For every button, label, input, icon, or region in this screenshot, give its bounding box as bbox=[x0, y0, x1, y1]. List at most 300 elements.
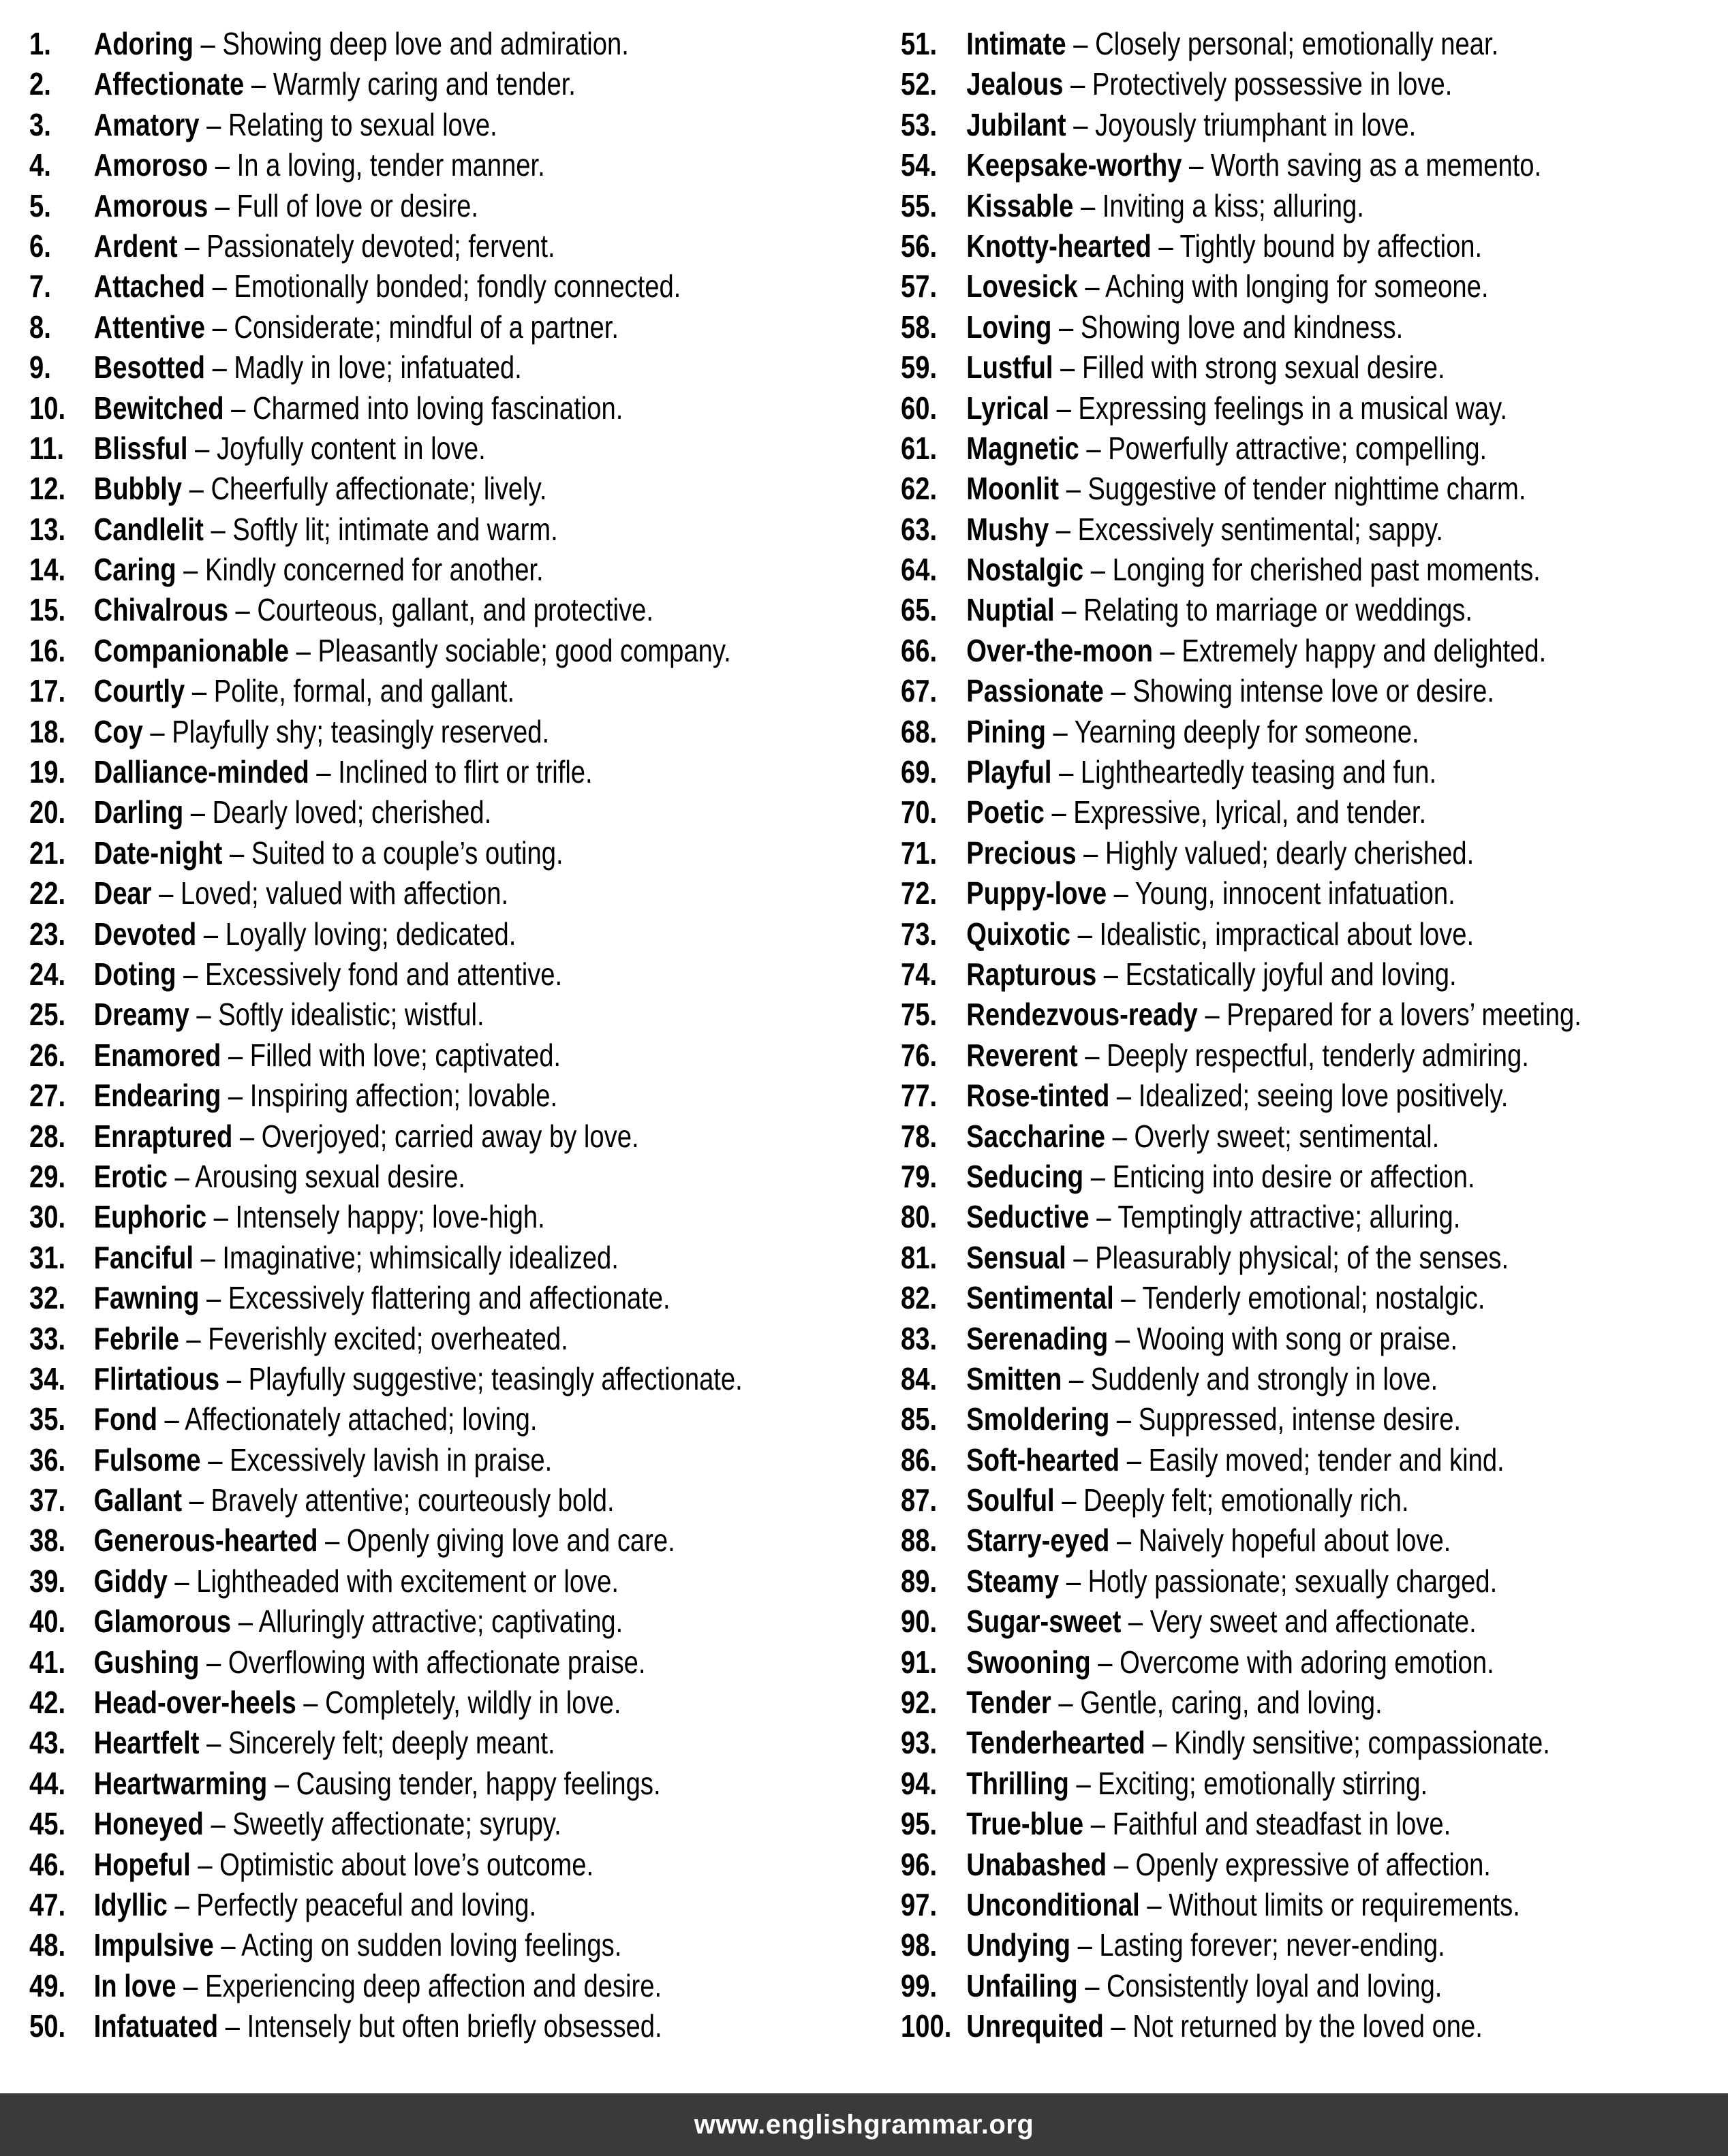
item-number: 55. bbox=[901, 187, 938, 223]
item-word: Affectionate bbox=[93, 66, 245, 102]
list-item bbox=[29, 1278, 903, 1318]
item-definition: – Charmed into loving fascination. bbox=[223, 390, 623, 426]
item-word: Idyllic bbox=[93, 1886, 168, 1922]
item-number: 26. bbox=[29, 1037, 66, 1073]
item-definition: – Kindly sensitive; compassionate. bbox=[1145, 1725, 1550, 1761]
item-word: Lustful bbox=[966, 349, 1053, 386]
item-number: 87. bbox=[901, 1482, 938, 1518]
item-number: 59. bbox=[901, 349, 938, 386]
item-number: 78. bbox=[901, 1118, 938, 1154]
item-word: Gushing bbox=[93, 1644, 200, 1680]
item-word: Fulsome bbox=[93, 1441, 201, 1478]
item-number: 60. bbox=[901, 390, 938, 426]
list-item bbox=[901, 1197, 1728, 1237]
item-number: 14. bbox=[29, 552, 66, 588]
item-definition: – Inspiring affection; lovable. bbox=[221, 1078, 558, 1114]
item-definition: – Overflowing with affectionate praise. bbox=[199, 1644, 646, 1680]
item-number: 8. bbox=[29, 309, 51, 345]
item-number: 33. bbox=[29, 1320, 66, 1356]
item-number: 76. bbox=[901, 1037, 938, 1073]
item-word: Rapturous bbox=[966, 956, 1097, 992]
item-number: 96. bbox=[901, 1846, 938, 1882]
item-word: Passionate bbox=[966, 673, 1104, 709]
item-definition: – Tightly bound by affection. bbox=[1151, 228, 1483, 264]
list-item bbox=[901, 24, 1728, 64]
item-number: 83. bbox=[901, 1320, 938, 1356]
item-definition: – Cheerfully affectionate; lively. bbox=[182, 471, 547, 507]
item-number: 32. bbox=[29, 1280, 66, 1316]
item-number: 41. bbox=[29, 1644, 66, 1680]
item-word: Knotty-hearted bbox=[966, 228, 1152, 264]
item-word: Swooning bbox=[966, 1644, 1091, 1680]
item-definition: – Feverishly excited; overheated. bbox=[179, 1320, 568, 1356]
list-item bbox=[901, 1723, 1728, 1763]
list-item bbox=[901, 1764, 1728, 1804]
item-number: 21. bbox=[29, 834, 66, 871]
list-item bbox=[29, 1238, 903, 1278]
item-number: 44. bbox=[29, 1765, 66, 1801]
item-word: Gallant bbox=[93, 1482, 183, 1518]
item-word: Generous-hearted bbox=[93, 1522, 318, 1559]
item-word: Enraptured bbox=[93, 1118, 233, 1154]
item-word: Companionable bbox=[93, 632, 289, 668]
item-number: 48. bbox=[29, 1927, 66, 1963]
item-definition: – Showing intense love or desire. bbox=[1103, 673, 1494, 709]
list-item bbox=[29, 1035, 903, 1076]
item-word: Poetic bbox=[966, 794, 1045, 830]
list-item bbox=[29, 1925, 903, 1965]
item-number: 54. bbox=[901, 147, 938, 183]
item-word: Rose-tinted bbox=[966, 1078, 1110, 1114]
item-number: 62. bbox=[901, 471, 938, 507]
list-item bbox=[29, 752, 903, 792]
item-word: Besotted bbox=[93, 349, 205, 386]
item-word: Kissable bbox=[966, 187, 1074, 223]
list-item bbox=[29, 1966, 903, 2006]
item-definition: – Extremely happy and delighted. bbox=[1152, 632, 1547, 668]
footer-bar bbox=[0, 2093, 1728, 2156]
item-number: 66. bbox=[901, 632, 938, 668]
list-item bbox=[29, 1157, 903, 1197]
item-number: 84. bbox=[901, 1360, 938, 1396]
item-word: Sugar-sweet bbox=[966, 1604, 1122, 1640]
list-item bbox=[29, 24, 903, 64]
item-word: Smoldering bbox=[966, 1401, 1110, 1437]
item-word: Amatory bbox=[93, 106, 200, 142]
list-item bbox=[29, 1520, 903, 1561]
item-number: 65. bbox=[901, 592, 938, 628]
item-definition: – Softly idealistic; wistful. bbox=[189, 997, 484, 1033]
item-definition: – Aching with longing for someone. bbox=[1077, 268, 1489, 304]
item-definition: – Idealistic, impractical about love. bbox=[1070, 916, 1475, 952]
item-word: Sensual bbox=[966, 1239, 1066, 1275]
item-definition: – Kindly concerned for another. bbox=[176, 552, 544, 588]
item-definition: – Highly valued; dearly cherished. bbox=[1076, 834, 1475, 871]
item-word: Seducing bbox=[966, 1158, 1084, 1194]
list-item bbox=[29, 1319, 903, 1359]
item-number: 23. bbox=[29, 916, 66, 952]
item-number: 86. bbox=[901, 1441, 938, 1478]
item-word: Hopeful bbox=[93, 1846, 191, 1882]
list-item bbox=[901, 712, 1728, 752]
item-number: 82. bbox=[901, 1280, 938, 1316]
item-definition: – Affectionately attached; loving. bbox=[157, 1401, 538, 1437]
item-number: 1. bbox=[29, 26, 51, 61]
list-item bbox=[901, 1925, 1728, 1965]
item-word: Candlelit bbox=[93, 511, 204, 547]
item-number: 49. bbox=[29, 1967, 66, 2003]
item-number: 7. bbox=[29, 268, 51, 304]
list-item bbox=[901, 64, 1728, 104]
item-word: Endearing bbox=[93, 1078, 221, 1114]
item-definition: – Overcome with adoring emotion. bbox=[1090, 1644, 1494, 1680]
item-number: 68. bbox=[901, 713, 938, 749]
item-word: Devoted bbox=[93, 916, 197, 952]
item-number: 91. bbox=[901, 1644, 938, 1680]
item-word: Unabashed bbox=[966, 1846, 1107, 1882]
item-number: 95. bbox=[901, 1806, 938, 1842]
list-item bbox=[29, 1804, 903, 1844]
list-item bbox=[901, 1966, 1728, 2006]
list-item bbox=[29, 631, 903, 671]
item-definition: – Suddenly and strongly in love. bbox=[1062, 1360, 1438, 1396]
item-word: Fond bbox=[93, 1401, 157, 1437]
item-number: 67. bbox=[901, 673, 938, 709]
item-definition: – Overly sweet; sentimental. bbox=[1105, 1118, 1440, 1154]
item-definition: – Perfectly peaceful and loving. bbox=[167, 1886, 537, 1922]
item-word: Chivalrous bbox=[93, 592, 228, 628]
item-word: Moonlit bbox=[966, 471, 1059, 507]
item-definition: – Sincerely felt; deeply meant. bbox=[199, 1725, 555, 1761]
item-definition: – Alluringly attractive; captivating. bbox=[231, 1604, 623, 1640]
list-item bbox=[29, 1602, 903, 1642]
item-definition: – Relating to sexual love. bbox=[199, 106, 497, 142]
item-word: Mushy bbox=[966, 511, 1049, 547]
item-word: Precious bbox=[966, 834, 1077, 871]
item-definition: – Filled with love; captivated. bbox=[221, 1037, 561, 1073]
list-item bbox=[901, 1480, 1728, 1520]
list-item bbox=[29, 712, 903, 752]
list-item bbox=[901, 347, 1728, 388]
item-number: 5. bbox=[29, 187, 51, 223]
item-word: Lovesick bbox=[966, 268, 1078, 304]
item-word: Starry-eyed bbox=[966, 1522, 1110, 1559]
list-item bbox=[29, 1440, 903, 1480]
item-number: 24. bbox=[29, 956, 66, 992]
item-word: Thrilling bbox=[966, 1765, 1069, 1801]
list-item bbox=[901, 1076, 1728, 1116]
list-item bbox=[901, 995, 1728, 1035]
item-number: 75. bbox=[901, 997, 938, 1033]
item-number: 88. bbox=[901, 1522, 938, 1559]
item-word: Jealous bbox=[966, 66, 1064, 102]
item-word: Tenderhearted bbox=[966, 1725, 1145, 1761]
item-definition: – Playfully shy; teasingly reserved. bbox=[142, 713, 550, 749]
item-number: 42. bbox=[29, 1685, 66, 1721]
item-number: 80. bbox=[901, 1199, 938, 1235]
item-definition: – Inviting a kiss; alluring. bbox=[1073, 187, 1364, 223]
item-definition: – Playfully suggestive; teasingly affectionate. bbox=[219, 1360, 743, 1396]
item-number: 30. bbox=[29, 1199, 66, 1235]
list-item bbox=[29, 266, 903, 307]
item-definition: – Pleasurably physical; of the senses. bbox=[1066, 1239, 1509, 1275]
item-word: Darling bbox=[93, 794, 184, 830]
item-definition: – Lasting forever; never-ending. bbox=[1070, 1927, 1445, 1963]
item-number: 40. bbox=[29, 1604, 66, 1640]
item-definition: – Relating to marriage or weddings. bbox=[1054, 592, 1473, 628]
item-number: 100. bbox=[901, 2008, 952, 2044]
list-item bbox=[901, 469, 1728, 509]
item-word: Puppy-love bbox=[966, 875, 1107, 911]
item-definition: – Expressing feelings in a musical way. bbox=[1049, 390, 1507, 426]
list-item bbox=[29, 226, 903, 266]
item-word: Undying bbox=[966, 1927, 1070, 1963]
item-word: Enamored bbox=[93, 1037, 221, 1073]
item-number: 77. bbox=[901, 1078, 938, 1114]
item-word: Unfailing bbox=[966, 1967, 1078, 2003]
item-definition: – Considerate; mindful of a partner. bbox=[204, 309, 619, 345]
item-definition: – Excessively fond and attentive. bbox=[176, 956, 563, 992]
item-definition: – Lightheaded with excitement or love. bbox=[167, 1563, 619, 1599]
item-definition: – Enticing into desire or affection. bbox=[1083, 1158, 1475, 1194]
item-definition: – Inclined to flirt or trifle. bbox=[309, 754, 593, 790]
list-item bbox=[901, 145, 1728, 185]
item-word: Attached bbox=[93, 268, 205, 304]
item-number: 10. bbox=[29, 390, 66, 426]
list-item bbox=[901, 873, 1728, 913]
item-word: Loving bbox=[966, 309, 1052, 345]
list-item bbox=[901, 752, 1728, 792]
item-number: 38. bbox=[29, 1522, 66, 1559]
list-item bbox=[901, 1561, 1728, 1602]
list-item bbox=[29, 1845, 903, 1885]
list-item bbox=[901, 1157, 1728, 1197]
item-number: 51. bbox=[901, 26, 938, 61]
item-definition: – Optimistic about love’s outcome. bbox=[190, 1846, 594, 1882]
list-item bbox=[901, 105, 1728, 145]
list-item bbox=[901, 1238, 1728, 1278]
list-item bbox=[901, 1359, 1728, 1399]
item-word: Caring bbox=[93, 552, 176, 588]
item-definition: – Showing love and kindness. bbox=[1051, 309, 1404, 345]
item-number: 31. bbox=[29, 1239, 66, 1275]
item-definition: – Intensely happy; love-high. bbox=[206, 1199, 545, 1235]
item-number: 81. bbox=[901, 1239, 938, 1275]
list-item bbox=[901, 307, 1728, 347]
item-number: 22. bbox=[29, 875, 66, 911]
list-item bbox=[29, 1723, 903, 1763]
item-number: 94. bbox=[901, 1765, 938, 1801]
list-item bbox=[901, 1035, 1728, 1076]
item-number: 85. bbox=[901, 1401, 938, 1437]
item-definition: – Excessively flattering and affectionate. bbox=[199, 1280, 670, 1316]
item-word: Courtly bbox=[93, 673, 185, 709]
item-definition: – Suited to a couple’s outing. bbox=[222, 834, 564, 871]
item-word: Soft-hearted bbox=[966, 1441, 1120, 1478]
item-number: 19. bbox=[29, 754, 66, 790]
list-item bbox=[901, 428, 1728, 469]
list-item bbox=[901, 914, 1728, 954]
item-word: Jubilant bbox=[966, 106, 1066, 142]
list-item bbox=[29, 833, 903, 873]
item-number: 18. bbox=[29, 713, 66, 749]
item-word: Febrile bbox=[93, 1320, 179, 1356]
list-item bbox=[29, 792, 903, 832]
item-definition: – Expressive, lyrical, and tender. bbox=[1044, 794, 1427, 830]
item-number: 27. bbox=[29, 1078, 66, 1114]
item-number: 89. bbox=[901, 1563, 938, 1599]
list-item bbox=[29, 1399, 903, 1439]
item-definition: – Madly in love; infatuated. bbox=[204, 349, 522, 386]
list-item bbox=[29, 954, 903, 995]
item-definition: – Deeply felt; emotionally rich. bbox=[1054, 1482, 1409, 1518]
item-word: Magnetic bbox=[966, 430, 1079, 466]
list-item bbox=[901, 1683, 1728, 1723]
item-word: Amorous bbox=[93, 187, 209, 223]
item-word: Dreamy bbox=[93, 997, 189, 1033]
list-item bbox=[29, 186, 903, 226]
adjective-list-column-left bbox=[29, 24, 903, 2047]
list-item bbox=[29, 1076, 903, 1116]
item-number: 63. bbox=[901, 511, 938, 547]
list-item bbox=[901, 1804, 1728, 1844]
item-definition: – Courteous, gallant, and protective. bbox=[228, 592, 653, 628]
list-item bbox=[29, 347, 903, 388]
list-item bbox=[901, 226, 1728, 266]
item-number: 57. bbox=[901, 268, 938, 304]
item-definition: – Yearning deeply for someone. bbox=[1045, 713, 1419, 749]
list-item bbox=[29, 469, 903, 509]
list-item bbox=[901, 1845, 1728, 1885]
item-number: 12. bbox=[29, 471, 66, 507]
item-word: Giddy bbox=[93, 1563, 168, 1599]
item-number: 97. bbox=[901, 1886, 938, 1922]
item-number: 39. bbox=[29, 1563, 66, 1599]
item-definition: – Joyously triumphant in love. bbox=[1066, 106, 1417, 142]
item-number: 74. bbox=[901, 956, 938, 992]
item-definition: – Consistently loyal and loving. bbox=[1077, 1967, 1442, 2003]
item-definition: – Pleasantly sociable; good company. bbox=[288, 632, 731, 668]
item-definition: – Imaginative; whimsically idealized. bbox=[193, 1239, 619, 1275]
item-definition: – Completely, wildly in love. bbox=[296, 1685, 621, 1721]
list-item bbox=[901, 186, 1728, 226]
item-word: Amoroso bbox=[93, 147, 209, 183]
item-number: 17. bbox=[29, 673, 66, 709]
item-word: Bewitched bbox=[93, 390, 224, 426]
list-item bbox=[901, 1278, 1728, 1318]
list-item bbox=[29, 1885, 903, 1925]
item-word: Lyrical bbox=[966, 390, 1049, 426]
list-item bbox=[29, 1480, 903, 1520]
item-number: 98. bbox=[901, 1927, 938, 1963]
list-item bbox=[901, 671, 1728, 711]
list-item bbox=[901, 1885, 1728, 1925]
footer-url: www.englishgrammar.org bbox=[694, 2110, 1034, 2140]
list-item bbox=[29, 1116, 903, 1157]
item-definition: – Sweetly affectionate; syrupy. bbox=[203, 1806, 561, 1842]
item-definition: – Very sweet and affectionate. bbox=[1121, 1604, 1477, 1640]
list-item bbox=[29, 2006, 903, 2046]
item-definition: – Polite, formal, and gallant. bbox=[185, 673, 515, 709]
item-definition: – Loyally loving; dedicated. bbox=[196, 916, 516, 952]
item-definition: – Young, innocent infatuation. bbox=[1107, 875, 1455, 911]
list-item bbox=[29, 914, 903, 954]
item-number: 37. bbox=[29, 1482, 66, 1518]
list-item bbox=[29, 1359, 903, 1399]
item-word: Nuptial bbox=[966, 592, 1055, 628]
item-number: 69. bbox=[901, 754, 938, 790]
item-word: Over-the-moon bbox=[966, 632, 1153, 668]
item-definition: – Faithful and steadfast in love. bbox=[1083, 1806, 1451, 1842]
list-item bbox=[901, 1319, 1728, 1359]
item-definition: – Excessively lavish in praise. bbox=[200, 1441, 553, 1478]
item-word: Adoring bbox=[93, 26, 194, 61]
item-word: Seductive bbox=[966, 1199, 1090, 1235]
list-item bbox=[29, 1683, 903, 1723]
item-definition: – Openly giving love and care. bbox=[318, 1522, 675, 1559]
item-number: 72. bbox=[901, 875, 938, 911]
item-definition: – Dearly loved; cherished. bbox=[183, 794, 492, 830]
item-number: 79. bbox=[901, 1158, 938, 1194]
list-item bbox=[901, 266, 1728, 307]
item-number: 11. bbox=[29, 430, 64, 466]
list-item bbox=[901, 2006, 1728, 2046]
list-item bbox=[29, 510, 903, 550]
item-definition: – Lightheartedly teasing and fun. bbox=[1051, 754, 1437, 790]
item-word: Sentimental bbox=[966, 1280, 1114, 1316]
item-word: Coy bbox=[93, 713, 143, 749]
item-word: Heartfelt bbox=[93, 1725, 200, 1761]
item-definition: – Full of love or desire. bbox=[208, 187, 479, 223]
item-definition: – Tenderly emotional; nostalgic. bbox=[1113, 1280, 1485, 1316]
list-item bbox=[29, 64, 903, 104]
item-word: Playful bbox=[966, 754, 1052, 790]
item-definition: – Experiencing deep affection and desire. bbox=[176, 1967, 662, 2003]
item-definition: – Joyfully content in love. bbox=[187, 430, 486, 466]
item-number: 13. bbox=[29, 511, 66, 547]
item-number: 64. bbox=[901, 552, 938, 588]
item-definition: – Ecstatically joyful and loving. bbox=[1096, 956, 1457, 992]
item-definition: – Bravely attentive; courteously bold. bbox=[182, 1482, 615, 1518]
list-item bbox=[901, 833, 1728, 873]
item-word: True-blue bbox=[966, 1806, 1084, 1842]
item-word: Unconditional bbox=[966, 1886, 1140, 1922]
item-word: Infatuated bbox=[93, 2008, 219, 2044]
list-item bbox=[29, 1764, 903, 1804]
item-word: Pining bbox=[966, 713, 1046, 749]
item-number: 3. bbox=[29, 106, 51, 142]
item-number: 15. bbox=[29, 592, 66, 628]
item-word: Date-night bbox=[93, 834, 223, 871]
item-number: 4. bbox=[29, 147, 51, 183]
item-number: 73. bbox=[901, 916, 938, 952]
item-definition: – Filled with strong sexual desire. bbox=[1053, 349, 1445, 386]
list-item bbox=[901, 1642, 1728, 1683]
list-item bbox=[901, 388, 1728, 428]
list-item bbox=[901, 1520, 1728, 1561]
item-definition: – Hotly passionate; sexually charged. bbox=[1059, 1563, 1498, 1599]
item-word: Soulful bbox=[966, 1482, 1055, 1518]
item-word: Quixotic bbox=[966, 916, 1071, 952]
item-definition: – Exciting; emotionally stirring. bbox=[1068, 1765, 1428, 1801]
list-item bbox=[29, 873, 903, 913]
item-word: Nostalgic bbox=[966, 552, 1084, 588]
item-number: 71. bbox=[901, 834, 938, 871]
item-number: 92. bbox=[901, 1685, 938, 1721]
item-word: Keepsake-worthy bbox=[966, 147, 1182, 183]
item-definition: – Warmly caring and tender. bbox=[244, 66, 576, 102]
item-word: Impulsive bbox=[93, 1927, 214, 1963]
